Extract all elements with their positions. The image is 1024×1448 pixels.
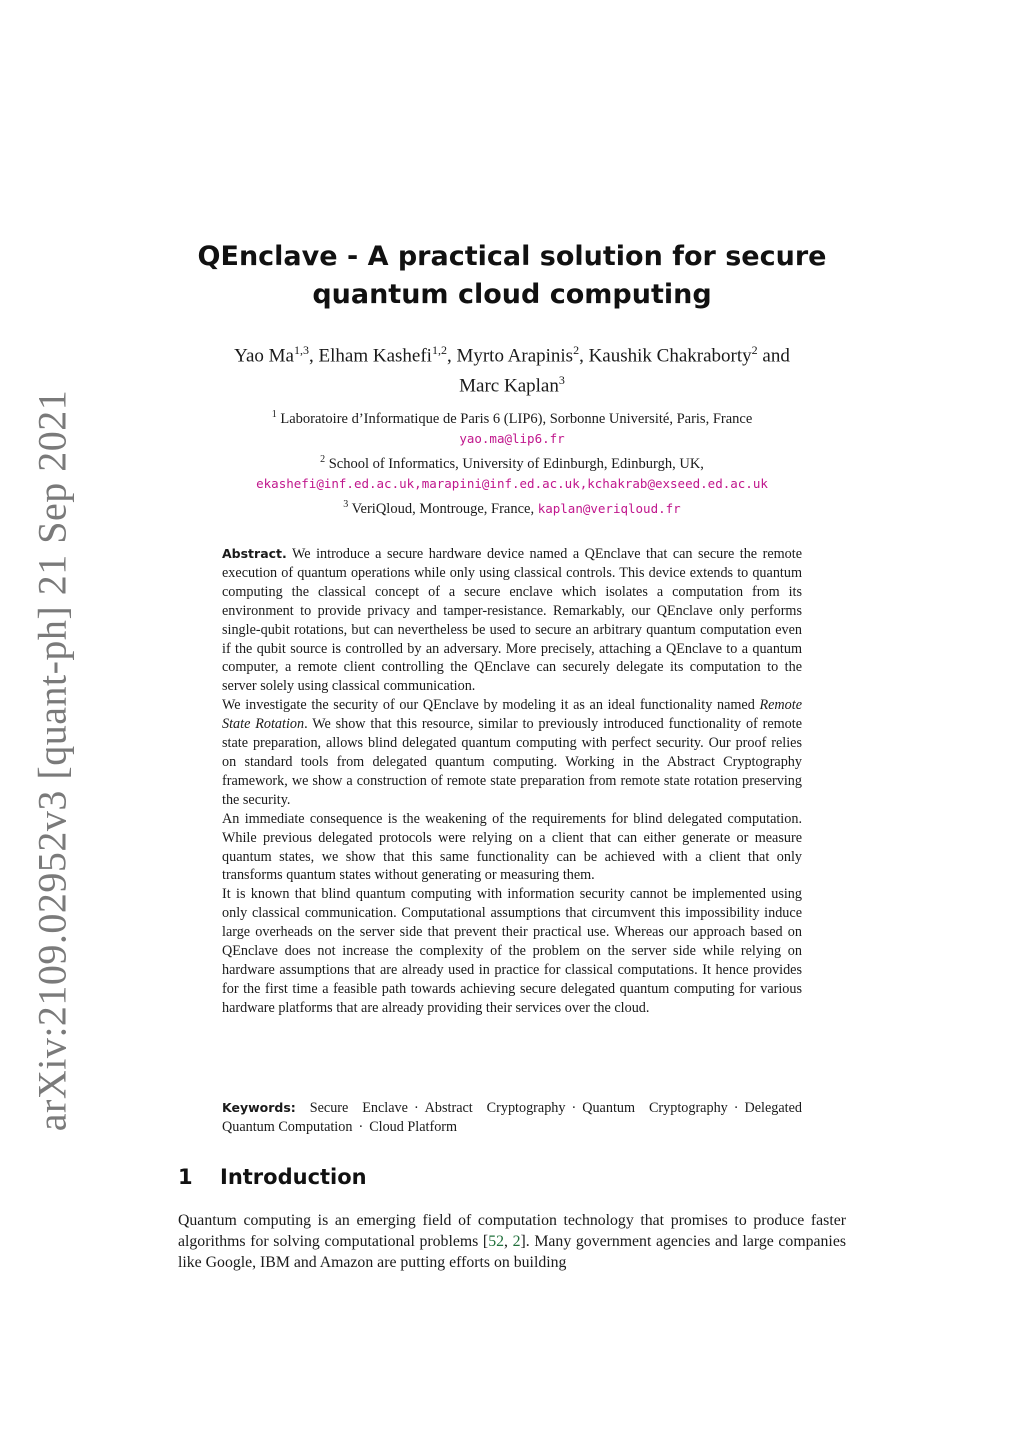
abstract [222, 545, 802, 1018]
author-name: Yao Ma [234, 345, 294, 367]
intro-paragraph [178, 1210, 846, 1273]
author-list [150, 338, 874, 399]
intro-text: ]. Many government agencies and large companies like Google, IBM and Amazon are putting efforts on building [178, 1233, 846, 1271]
affiliation-1 [150, 405, 874, 429]
abstract-text: We introduce a secure hardware device named a QEnclave that can secure the remote execution of quantum operations while only using classical controls. This device extends to quantum computing the classical concept of a secure enclave which isolates a computation from its environment to provide privacy and tamper-resistance. Remarkably, our QEnclave only performs single-qubit rotations, but can nevertheless be used to secure an arbitrary quantum computation even if the qubit source is controlled by an adversary. More precisely, attaching a QEnclave to a quantum computer, a remote client controlling the QEnclave can securely delegate its computation to the server solely using classical communication. [222, 546, 802, 695]
affiliation-text: VeriQloud, Montrouge, France, [351, 500, 538, 517]
author-name: Myrto Arapinis [456, 345, 574, 367]
section-heading [178, 1165, 367, 1189]
author-line-2 [150, 368, 874, 398]
introduction-body [178, 1210, 846, 1273]
abstract-paragraph-4: It is known that blind quantum computing with information security cannot be implemented using only classical communication. Computational assumptions that circumvent this impossibility induce large overheads on the server side that prevent their practical use. Whereas our approach based on QEnclave does not increase the complexity of the problem on the server side while relying on hardware assumptions that are already used in practice for classical computations. It hence provides for the first time a feasible path towards achieving secure delegated quantum computing for various hardware platforms that are already providing their services over the cloud. [222, 886, 802, 1016]
author-affiliation-sup: 1,3 [294, 343, 309, 357]
affiliation-text: School of Informatics, University of Edinburgh, Edinburgh, UK, [328, 455, 704, 472]
affiliation-2-email-row [150, 474, 874, 495]
affiliation-number: 1 [271, 409, 277, 420]
author-separator: and [757, 345, 790, 367]
keyword-item: Quantum Cryptography [582, 1100, 728, 1116]
author-name: Elham Kashefi [318, 345, 432, 367]
abstract-text: . We show that this resource, similar to previously introduced functionality of remote state preparation, allows blind delegated quantum computing with perfect security. Our proof relies on standard tools from delegated quantum computing. Working in the Abstract Cryptography framework, we show a construction of remote state preparation from remote state rotation preserving the security. [222, 716, 802, 808]
arxiv-stamp-text: arXiv:2109.02952v3 [quant-ph] 21 Sep 2021 [29, 389, 75, 1131]
intro-text: Quantum computing is an emerging field of computation technology that promises to produce faster algorithms for solving computational problems [ [178, 1212, 846, 1250]
title-line-1: QEnclave - A practical solution for secure [197, 241, 827, 272]
citation-link[interactable]: 52 [488, 1233, 504, 1250]
keywords [222, 1098, 802, 1137]
abstract-paragraph-2 [222, 696, 802, 809]
keyword-item: Abstract Cryptography [424, 1100, 566, 1116]
affiliation-text: Laboratoire d’Informatique de Paris 6 (LIP6), Sorbonne Université, Paris, France [280, 410, 753, 427]
citation-separator: , [504, 1233, 513, 1250]
author-affiliation-sup: 2 [573, 343, 580, 357]
keyword-item: Cloud Platform [369, 1119, 458, 1135]
abstract-paragraph-1 [222, 545, 802, 696]
arxiv-identifier-stamp [20, 389, 84, 1131]
keyword-item: Secure Enclave [309, 1100, 408, 1116]
affiliation-number: 3 [343, 498, 349, 510]
keyword-separator: · [733, 1100, 739, 1116]
author-separator: , [309, 345, 319, 367]
affiliation-number: 2 [320, 453, 326, 465]
keyword-separator: · [358, 1119, 364, 1135]
section-title: Introduction [220, 1165, 367, 1189]
author-affiliation-sup: 2 [751, 343, 758, 357]
keyword-separator: · [413, 1100, 419, 1116]
affiliation-2 [150, 450, 874, 474]
author-affiliation-sup: 1,2 [431, 343, 447, 357]
abstract-paragraph-3: An immediate consequence is the weakening of the requirements for blind delegated computation. While previous delegated protocols were relying on a client that can either generate or measure quantum states, we show that this same functionality can be achieved with a client that only transforms quantum states without generating or measuring them. [222, 810, 802, 884]
citation-link[interactable]: 2 [512, 1233, 521, 1250]
abstract-emphasis: Remote State Rotation [222, 697, 802, 733]
email-link[interactable]: yao.ma@lip6.fr [459, 431, 565, 447]
author-name: Kaushik Chakraborty [588, 345, 752, 367]
paper-title [160, 238, 864, 314]
abstract-text: We investigate the security of our QEnclave by modeling it as an ideal functionality named [222, 697, 760, 714]
abstract-label: Abstract. [222, 546, 287, 561]
author-separator: , [446, 345, 457, 367]
author-line-1 [150, 338, 874, 368]
email-link[interactable]: kaplan@veriqloud.fr [537, 500, 681, 516]
title-line-2: quantum cloud computing [312, 279, 712, 310]
keyword-separator: · [571, 1100, 577, 1116]
author-separator: , [579, 345, 589, 367]
keyword-item: Delegated Quantum Computation [222, 1100, 803, 1135]
author-name: Marc Kaplan [459, 375, 559, 397]
keywords-label: Keywords: [222, 1100, 296, 1115]
section-number: 1 [178, 1165, 193, 1189]
affiliation-1-email-row [150, 429, 874, 450]
author-affiliation-sup: 3 [558, 373, 565, 388]
affiliation-list [150, 405, 874, 519]
affiliation-3 [150, 495, 874, 519]
email-link[interactable]: ekashefi@inf.ed.ac.uk,marapini@inf.ed.ac.uk,kchakrab@exseed.ed.ac.uk [256, 476, 768, 492]
